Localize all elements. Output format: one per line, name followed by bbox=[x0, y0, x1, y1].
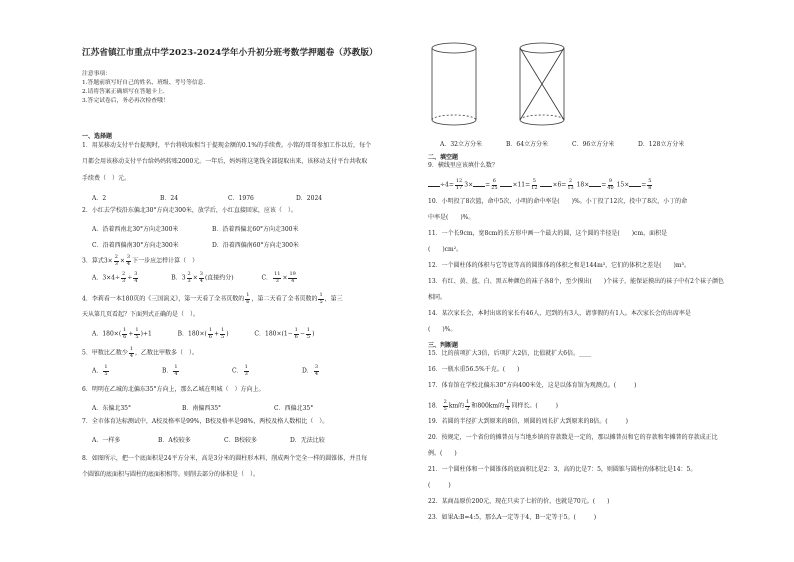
section-heading-judge: 三、判断题 bbox=[428, 342, 459, 349]
q19: 19．若圆的半径扩大到原来的8倍，则圆的周长扩大到原来的8倍。( ) bbox=[428, 418, 628, 425]
q23: 23．如果A:B=4:5，那么A一定等于4，B一定等于5。( ) bbox=[428, 514, 597, 521]
q2-options-row2 bbox=[92, 240, 352, 249]
q1-line2: 月都会用该移动支付平台给妈妈转账2000元。一年后，妈妈将这笔钱全部提取出来，该移动支付平台共收取 bbox=[82, 158, 368, 165]
q2-options-row1 bbox=[92, 224, 352, 233]
section-heading-fill: 二、填空题 bbox=[428, 154, 459, 161]
cylinder-bottom-hidden bbox=[432, 115, 476, 120]
option[interactable]: C．西偏北35° bbox=[274, 405, 314, 412]
option[interactable]: D．128立方分米 bbox=[638, 141, 685, 148]
q9-line1: 9．横线里应该填什么数？ bbox=[428, 162, 498, 169]
q4-text-a: 4．李莉看一本180页的《三国演义》，第一天看了全书页数的 bbox=[82, 295, 245, 303]
option[interactable]: A．32立方分米 bbox=[440, 141, 482, 148]
q20-line2: 例。( ) bbox=[428, 450, 457, 457]
page-title: 江苏省镇江市重点中学2023-2024学年小升初分班考数学押题卷（苏教版） bbox=[82, 48, 378, 58]
option[interactable]: C．1976 bbox=[228, 195, 254, 202]
q6-line1: 6．明明在乙城的北偏东35°方向上，那么乙城在明城（ ）方向上。 bbox=[82, 386, 265, 393]
q7-options bbox=[92, 435, 350, 444]
fraction: $\frac{2}{3}$ bbox=[114, 254, 118, 267]
option[interactable]: A．沿着西南北30°方向走300米 bbox=[92, 226, 179, 233]
cone-bottom-hidden bbox=[520, 115, 564, 120]
q13-line2: 相同。 bbox=[428, 294, 447, 301]
q6-options bbox=[92, 403, 344, 412]
q21-answer: ( ) bbox=[428, 482, 451, 489]
option[interactable]: C．沿着西偏南30°方向走300米 bbox=[92, 242, 179, 249]
q18-end: 同样长。( ) bbox=[511, 402, 558, 410]
section-heading-choice: 一、选择题 bbox=[82, 133, 113, 140]
option[interactable]: A．一样多 bbox=[92, 437, 121, 444]
option[interactable]: C．180× bbox=[254, 330, 282, 338]
option[interactable]: B． bbox=[162, 367, 173, 375]
option[interactable]: C．B校较多 bbox=[224, 437, 258, 444]
q5-suffix: ，乙数比甲数多（ ）。 bbox=[135, 349, 199, 357]
option[interactable]: B．A校较多 bbox=[158, 437, 191, 444]
option[interactable]: B．沿着西偏北60°方向走300米 bbox=[212, 226, 299, 233]
option-note: (直接约分) bbox=[204, 274, 234, 282]
q5-prefix: 5．甲数比乙数少 bbox=[82, 349, 128, 357]
note-item: 2.请将答案正确填写在答题卡上. bbox=[82, 89, 165, 95]
cone-bottom bbox=[520, 120, 564, 125]
q4-options: A．180×( $\frac{1}{6}$ + $\frac{1}{5}$ )+1 B．180×( $\frac{1}{6}$ + $\frac{1}{5}$ ) C．180×(1− $\frac{1}{6}$ − $\frac{1}{5}$ ) bbox=[92, 327, 315, 340]
q4-line1: 4．李莉看一本180页的《三国演义》，第一天看了全书页数的 $\frac{1}{6}$ ，第二天看了全书页数的 $\frac{1}{5}$ ，第三 bbox=[82, 292, 343, 305]
q3-prefix: 3．算式 bbox=[82, 257, 104, 265]
q5-line1: 5．甲数比乙数少 $\frac{1}{4}$ ，乙数比甲数多（ ）。 bbox=[82, 346, 199, 359]
q18-post: 和800km的 bbox=[471, 402, 505, 410]
q1-line1: 1．用某移动支付平台提现时，平台将收取相当于提现金额的0.1%的手续费。小铭的哥哥参加工作以后，每个 bbox=[82, 142, 372, 149]
option[interactable]: D． bbox=[302, 367, 313, 375]
cone-top bbox=[520, 43, 564, 53]
option[interactable]: B． bbox=[171, 274, 182, 282]
q18: 18． $\frac{2}{5}$ km的 $\frac{1}{2}$ 和800km的 $\frac{1}{4}$ 同样长。( ) bbox=[428, 399, 558, 412]
q1-options bbox=[92, 193, 356, 202]
q21: 21．一个圆柱体和一个圆锥体的底面积比是2：3，高的比是7：5，则圆锥与圆柱的体积比是14：5。 bbox=[428, 466, 697, 473]
option[interactable]: D．2024 bbox=[296, 195, 323, 202]
q18-prefix: 18． bbox=[428, 402, 442, 410]
q15: 15．比的前项扩大3倍，后项扩大2倍，比值就扩大6倍。____ bbox=[428, 350, 592, 357]
note-item: 1.答题前填写好自己的姓名、班级、考号等信息. bbox=[82, 80, 206, 86]
q8-line2: 个圆锥的底面积与圆柱的底面积相等。则削去部分的体积是（ ）。 bbox=[82, 471, 260, 478]
cylinder-top bbox=[432, 43, 476, 53]
q9-equation: ÷4= $\frac{12}{17}$ 3× = $\frac{6}{25}$ ×11= $\frac{5}{12}$ ×6= $\frac{2}{13}$ 18× = $\frac{9}{40}$ 15× = $\frac{5}{8}$ bbox=[428, 179, 653, 191]
q4-line2: 天从第几页看起？下面列式正确的是（ ）。 bbox=[82, 311, 200, 318]
cylinder-cone-figure bbox=[424, 36, 584, 136]
option[interactable]: B．24 bbox=[160, 195, 179, 202]
q20-line1: 20．按规定，一个省份的摊普员与当地乡镇的存款数是一定的，那以摊普员和它的存款和年摊普的存款成正比 bbox=[428, 434, 718, 441]
option[interactable]: B．180× bbox=[177, 330, 205, 338]
option[interactable]: C．96立方分米 bbox=[572, 141, 615, 148]
option[interactable]: C． bbox=[261, 274, 273, 282]
q11-line2: ( )cm²。 bbox=[428, 246, 463, 253]
q13-line1: 13．有红、黄、蓝、白、黑五种颜色的袜子各8个，至少摸出( )个袜子，能保证摸出的袜子中有2个袜子颜色 bbox=[428, 278, 724, 285]
notes-heading: 注意事项： bbox=[82, 71, 111, 77]
option[interactable]: D．沿着西偏南60°方向走300米 bbox=[212, 242, 299, 249]
q17: 17．体育馆在学校北偏东30°方向400米处，这是以体育馆为观测点。( ) bbox=[428, 382, 637, 389]
q22: 22．某商品原价200元，现在只卖了七折的价，也就是70元。( ) bbox=[428, 498, 610, 505]
notes-block bbox=[82, 70, 205, 106]
q10-line2: 中率是( )%。 bbox=[428, 214, 475, 221]
q16: 16．一瓶水重56.5%千克。( ) bbox=[428, 366, 520, 373]
q7-line1: 7．全市体育达标测试中，A校及格率是99%，B校及格率是98%，两校及格人数相比（ ）。 bbox=[82, 418, 329, 425]
q2-line1: 2．小红去学校沿东偏北30°方向走300米，放学后，小红直接回家，应该（ ）。 bbox=[82, 207, 297, 214]
q14-line1: 14．某次家长会，本时出席的家长有46人，迟到的有3人，请事假的有1人。本次家长会的出席率是 bbox=[428, 310, 691, 317]
option[interactable]: A．180× bbox=[92, 330, 119, 338]
option[interactable]: A． bbox=[92, 367, 103, 375]
note-item: 3.答完试卷后，务必再次检查哦！ bbox=[82, 98, 169, 104]
option[interactable]: D．无法比较 bbox=[290, 437, 325, 444]
q5-options: A． $\frac{1}{5}$ B． $\frac{1}{4}$ C． $\frac{1}{3}$ D． $\frac{3}{4}$ bbox=[92, 364, 318, 377]
q3-suffix: 下一步应怎样计算（ ） bbox=[132, 257, 199, 265]
q10-line1: 10．小明投了8次篮，命中5次，小明的命中率是( )%。小丁投了12次，投中了8次，小丁的命 bbox=[428, 198, 688, 205]
q1-line3: 手续费（ ）元。 bbox=[82, 175, 131, 182]
option[interactable]: B．南偏西35° bbox=[182, 405, 222, 412]
option[interactable]: C． bbox=[232, 367, 243, 375]
option[interactable]: A．东偏北35° bbox=[92, 405, 131, 412]
option[interactable]: B．64立方分米 bbox=[506, 141, 549, 148]
fraction: $\frac{3}{4}$ bbox=[126, 254, 131, 267]
q8-line1: 8．如图所示，把一个底面积是24平方分米，高是3分米的圆柱形木料，削成两个完全一样的圆锥体，并且每 bbox=[82, 455, 368, 462]
q3-options: A．3×4÷ $\frac{2}{3}$ ÷ $\frac{3}{4}$ B．3 $\frac{2}{3}$ × $\frac{3}{4}$ (直接约分) C． $\frac{11}{3}$ × $\frac{19}{4}$ bbox=[92, 271, 296, 284]
cylinder-bottom bbox=[432, 120, 476, 125]
q4-text-b: ，第二天看了全书页数的 bbox=[251, 295, 318, 303]
q3-line1: 3．算式3× $\frac{2}{3}$ × $\frac{3}{4}$ 下一步应怎样计算（ ） bbox=[82, 254, 199, 267]
q8-options bbox=[440, 139, 708, 148]
q18-mid: km的 bbox=[448, 402, 465, 410]
option[interactable]: A．2 bbox=[92, 195, 107, 202]
q12-line1: 12．一个圆柱体的体积与它等底等高的圆锥体的体积之和是144m³，它们的体积之差是( )m³。 bbox=[428, 262, 690, 269]
q11-line1: 11．一个长9cm，宽8cm的长方形中画一个最大的圆，这个圆的半径是( )cm，面积是 bbox=[428, 230, 668, 237]
q4-text-c: ，第三 bbox=[324, 295, 343, 303]
q14-line2: ( )%。 bbox=[428, 326, 457, 333]
option[interactable]: A．3×4 bbox=[92, 274, 115, 282]
